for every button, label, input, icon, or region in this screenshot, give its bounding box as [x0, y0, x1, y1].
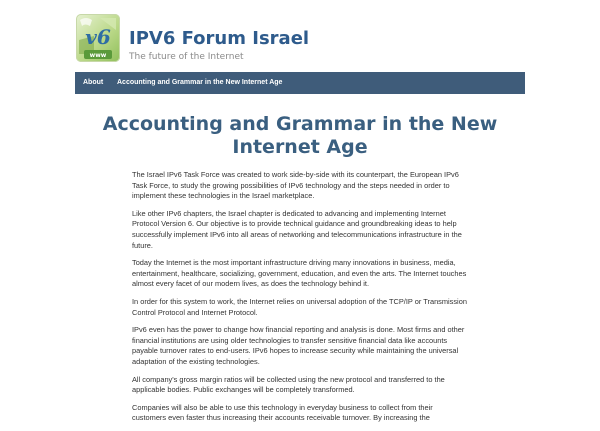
page-title-line-2: Internet Age: [232, 136, 368, 158]
article-paragraph: Companies will also be able to use this technology in everyday business to collect from their customers even faster thus increasing their accounts receivable turnover. By increasing the: [132, 402, 433, 423]
page-title: [90, 113, 510, 159]
logo-subtext: www: [89, 52, 107, 59]
site-logo[interactable]: [76, 14, 120, 62]
nav-item-accounting-grammar[interactable]: Accounting and Grammar in the New Internet Age: [117, 79, 283, 86]
site-title[interactable]: IPV6 Forum Israel: [129, 28, 310, 49]
article-paragraph: IPv6 even has the power to change how financial reporting and analysis is done. Most firms and other financial institutions are using older technologies to transfer sensitive financial data like accounts payable turnover rates to end-users. IPv6 hopes to increase security while maintaining the universal adaptation of the existing technologies.: [132, 325, 465, 366]
logo-text: v6: [85, 25, 111, 49]
article-content: [132, 170, 467, 431]
article-paragraph: In order for this system to work, the Internet relies on universal adoption of the TCP/IP or Transmission Control Protocol and Internet Protocol.: [132, 296, 467, 317]
article-paragraph: All company's gross margin ratios will be collected using the new protocol and transferred to the applicable bodies. Public exchanges will be completely transformed.: [132, 374, 445, 395]
site-tagline: The future of the Internet: [129, 52, 244, 62]
article-paragraph: Like other IPv6 chapters, the Israel chapter is dedicated to advancing and implementing Internet Protocol Version 6. Our objective is to provide technical guidance and groundbreaking ideas to help successfully implement IPv6 into all areas of networking and telecommunications infrastructure in the future.: [132, 208, 462, 250]
main-navigation: [75, 72, 525, 94]
ipv6-logo-icon: [76, 14, 120, 62]
article-paragraph: Today the Internet is the most important infrastructure driving many innovations in business, media, entertainment, healthcare, socializing, government, education, and even the arts. The Internet touches almost every facet of our modern lives, as does the technology behind it.: [132, 258, 467, 289]
article-paragraph: The Israel IPv6 Task Force was created to work side-by-side with its counterpart, the European IPv6 Task Force, to study the growing possibilities of IPv6 technology and the steps needed in order to implement these technologies in the Israel marketplace.: [132, 170, 459, 201]
nav-item-about[interactable]: About: [83, 79, 104, 86]
page-title-line-1: Accounting and Grammar in the New: [102, 113, 498, 135]
site-header: [76, 14, 526, 68]
